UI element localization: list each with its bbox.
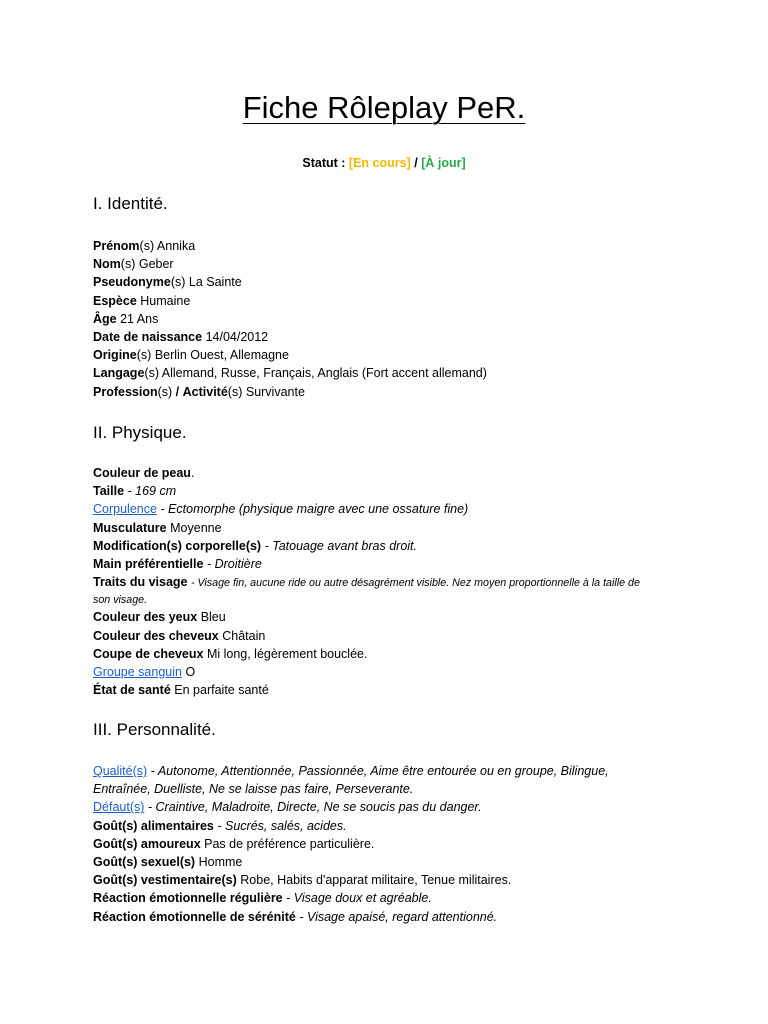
field-langage: Langage(s) Allemand, Russe, Français, Anglais (Fort accent allemand) bbox=[93, 366, 487, 381]
status-en-cours: [En cours] bbox=[348, 156, 411, 170]
section-heading-physique: II. Physique. bbox=[93, 423, 187, 442]
field-defauts: Défaut(s) - Craintive, Maladroite, Directe, Ne se soucis pas du danger. bbox=[93, 800, 482, 815]
corpulence-link[interactable]: Corpulence bbox=[93, 502, 157, 517]
status-a-jour: [À jour] bbox=[421, 156, 466, 170]
status-separator: / bbox=[414, 156, 418, 170]
field-date-naissance: Date de naissance 14/04/2012 bbox=[93, 329, 269, 344]
field-etat-sante: État de santé En parfaite santé bbox=[93, 683, 269, 698]
field-couleur-peau: Couleur de peau. bbox=[93, 466, 195, 480]
field-coupe-cheveux: Coupe de cheveux Mi long, légèrement bouclée. bbox=[93, 646, 368, 661]
field-modification-corporelle: Modification(s) corporelle(s) - Tatouage avant bras droit. bbox=[93, 538, 417, 553]
field-groupe-sanguin: Groupe sanguin O bbox=[93, 664, 196, 679]
field-couleur-yeux: Couleur des yeux Bleu bbox=[93, 610, 226, 625]
field-gouts-amoureux: Goût(s) amoureux Pas de préférence particulière. bbox=[93, 836, 375, 851]
field-qualites: Qualité(s) - Autonome, Attentionnée, Passionnée, Aime être entourée ou en groupe, Bilingue, bbox=[93, 764, 609, 778]
field-gouts-alimentaires: Goût(s) alimentaires - Sucrés, salés, acides. bbox=[93, 818, 347, 833]
identite-fields bbox=[93, 237, 683, 401]
field-taille: Taille - 169 cm bbox=[93, 484, 177, 499]
defauts-link[interactable]: Défaut(s) bbox=[93, 800, 145, 815]
field-reaction-reguliere: Réaction émotionnelle régulière - Visage doux et agréable. bbox=[93, 891, 432, 906]
field-main-preferentielle: Main préférentielle - Droitière bbox=[93, 556, 262, 571]
section-heading-identite: I. Identité. bbox=[93, 194, 168, 213]
status-label: Statut : bbox=[302, 156, 346, 170]
status-line bbox=[0, 156, 768, 170]
field-nom: Nom(s) Geber bbox=[93, 257, 174, 272]
section-heading-personnalite: III. Personnalité. bbox=[93, 720, 216, 739]
field-prenom: Prénom(s) Annika bbox=[93, 239, 196, 253]
field-gouts-sexuels: Goût(s) sexuel(s) Homme bbox=[93, 854, 243, 869]
page-title: Fiche Rôleplay PeR. bbox=[242, 90, 526, 125]
field-espece: Espèce Humaine bbox=[93, 293, 191, 308]
field-qualites-cont: Entraînée, Duelliste, Ne se laisse pas faire, Perseverante. bbox=[93, 782, 414, 797]
field-origine: Origine(s) Berlin Ouest, Allemagne bbox=[93, 348, 289, 363]
field-pseudonyme: Pseudonyme(s) La Sainte bbox=[93, 275, 242, 290]
field-profession: Profession(s) / Activité(s) Survivante bbox=[93, 384, 305, 399]
groupe-sanguin-link[interactable]: Groupe sanguin bbox=[93, 664, 182, 679]
field-age: Âge 21 Ans bbox=[93, 311, 159, 326]
physique-fields bbox=[93, 464, 683, 699]
field-corpulence: Corpulence - Ectomorphe (physique maigre avec une ossature fine) bbox=[93, 502, 469, 517]
qualites-link[interactable]: Qualité(s) bbox=[93, 764, 148, 778]
field-traits-visage-cont: son visage. bbox=[93, 594, 148, 607]
field-reaction-serenite: Réaction émotionnelle de sérénité - Visage apaisé, regard attentionné. bbox=[93, 909, 498, 924]
field-traits-visage: Traits du visage - Visage fin, aucune ride ou autre désagrément visible. Nez moyen proportionnelle à la taille de bbox=[93, 575, 640, 590]
personnalite-fields bbox=[93, 762, 683, 926]
field-couleur-cheveux: Couleur des cheveux Châtain bbox=[93, 628, 266, 643]
field-gouts-vestimentaires: Goût(s) vestimentaire(s) Robe, Habits d'apparat militaire, Tenue militaires. bbox=[93, 873, 512, 888]
field-musculature: Musculature Moyenne bbox=[93, 520, 222, 535]
